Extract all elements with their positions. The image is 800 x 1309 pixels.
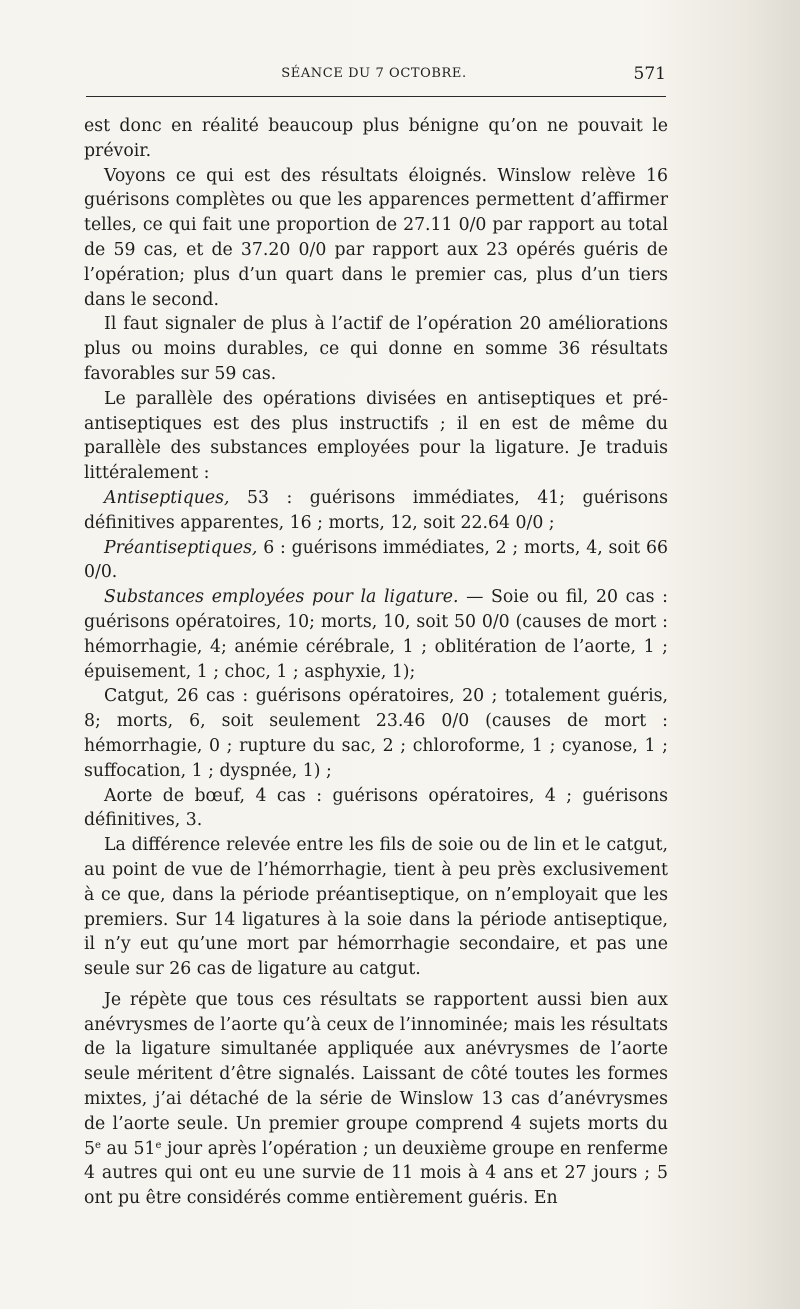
paragraph: Voyons ce qui est des résultats éloignés. Winslow relève 16 guérisons complètes ou que les apparences permettent d’affirmer telles, ce qui fait une proportion de 27.11 0/0 par rapport au total de 59 cas, et de 37.20 0/0 par rapport aux 23 opérés guéris de l’opération; plus d’un quart dans le premier cas, plus d’un tiers dans le second. bbox=[84, 165, 668, 310]
italic-lead: Préantiseptiques, bbox=[104, 537, 258, 558]
page-number: 571 bbox=[633, 64, 666, 84]
paragraph: Il faut signaler de plus à l’actif de l’opération 20 améliorations plus ou moins durables, ce qui donne en somme 36 résultats favorables sur 59 cas. bbox=[84, 314, 668, 384]
paragraph: Le parallèle des opérations divisées en antiseptiques et pré-antiseptiques est des plus instructifs ; il en est de même du parallèle des substances employées pour la ligature. Je traduis littéralement : bbox=[84, 388, 668, 484]
paragraph: est donc en réalité beaucoup plus bénigne qu’on ne pouvait le prévoir. bbox=[84, 116, 668, 161]
italic-lead: Substances employées pour la ligature. bbox=[104, 587, 459, 608]
paragraph: Aorte de bœuf, 4 cas : guérisons opératoires, 4 ; guérisons définitives, 3. bbox=[84, 785, 668, 831]
header-rule bbox=[86, 96, 666, 97]
paragraph: Je répète que tous ces résultats se rapportent aussi bien aux anévrysmes de l’aorte qu’à ceux de l’innominée; mais les résultats de la ligature simultanée appliquée aux anévrysmes de l’aorte seule méritent d’être signalés. Laissant de côté toutes les formes mixtes, j’ai détaché de la série de Winslow 13 cas d’anévrysmes de l’aorte seule. Un premier groupe comprend 4 sujets morts du 5e au 51e jour après l’opération ; un deuxième groupe en renferme 4 autres qui ont eu une survie de 11 mois à 4 ans et 27 jours ; 5 ont pu être considérés comme entièrement guéris. En bbox=[84, 989, 668, 1209]
paragraph: Antiseptiques, 53 : guérisons immédiates, 41; guérisons définitives apparentes, 16 ; morts, 12, soit 22.64 0/0 ; bbox=[84, 487, 668, 533]
paragraph: Catgut, 26 cas : guérisons opératoires, 20 ; totalement guéris, 8; morts, 6, soit seulement 23.46 0/0 (causes de mort : hémorrhagie, 0 ; rupture du sac, 2 ; chloroforme, 1 ; cyanose, 1 ; suffocation, 1 ; dyspnée, 1) ; bbox=[84, 686, 668, 781]
paragraph: Préantiseptiques, 6 : guérisons immédiates, 2 ; morts, 4, soit 66 0/0. bbox=[84, 537, 668, 583]
body-text bbox=[84, 114, 668, 1211]
running-head: SÉANCE DU 7 OCTOBRE. bbox=[281, 66, 467, 81]
paragraph: La différence relevée entre les fils de soie ou de lin et le catgut, au point de vue de l’hémorrhagie, tient à peu près exclusivement à ce que, dans la période préantiseptique, on n’employait que les premiers. Sur 14 ligatures à la soie dans la période antiseptique, il n’y eut qu’une mort par hémorrhagie secondaire, et pas une seule sur 26 cas de ligature au catgut. bbox=[84, 835, 668, 980]
page-header bbox=[82, 62, 666, 90]
paragraph: Substances employées pour la ligature. — Soie ou fil, 20 cas : guérisons opératoires, 10; morts, 10, soit 50 0/0 (causes de mort : hémorrhagie, 4; anémie cérébrale, 1 ; oblitération de l’aorte, 1 ; épuisement, 1 ; choc, 1 ; asphyxie, 1); bbox=[84, 587, 668, 682]
italic-lead: Antiseptiques, bbox=[104, 487, 230, 508]
